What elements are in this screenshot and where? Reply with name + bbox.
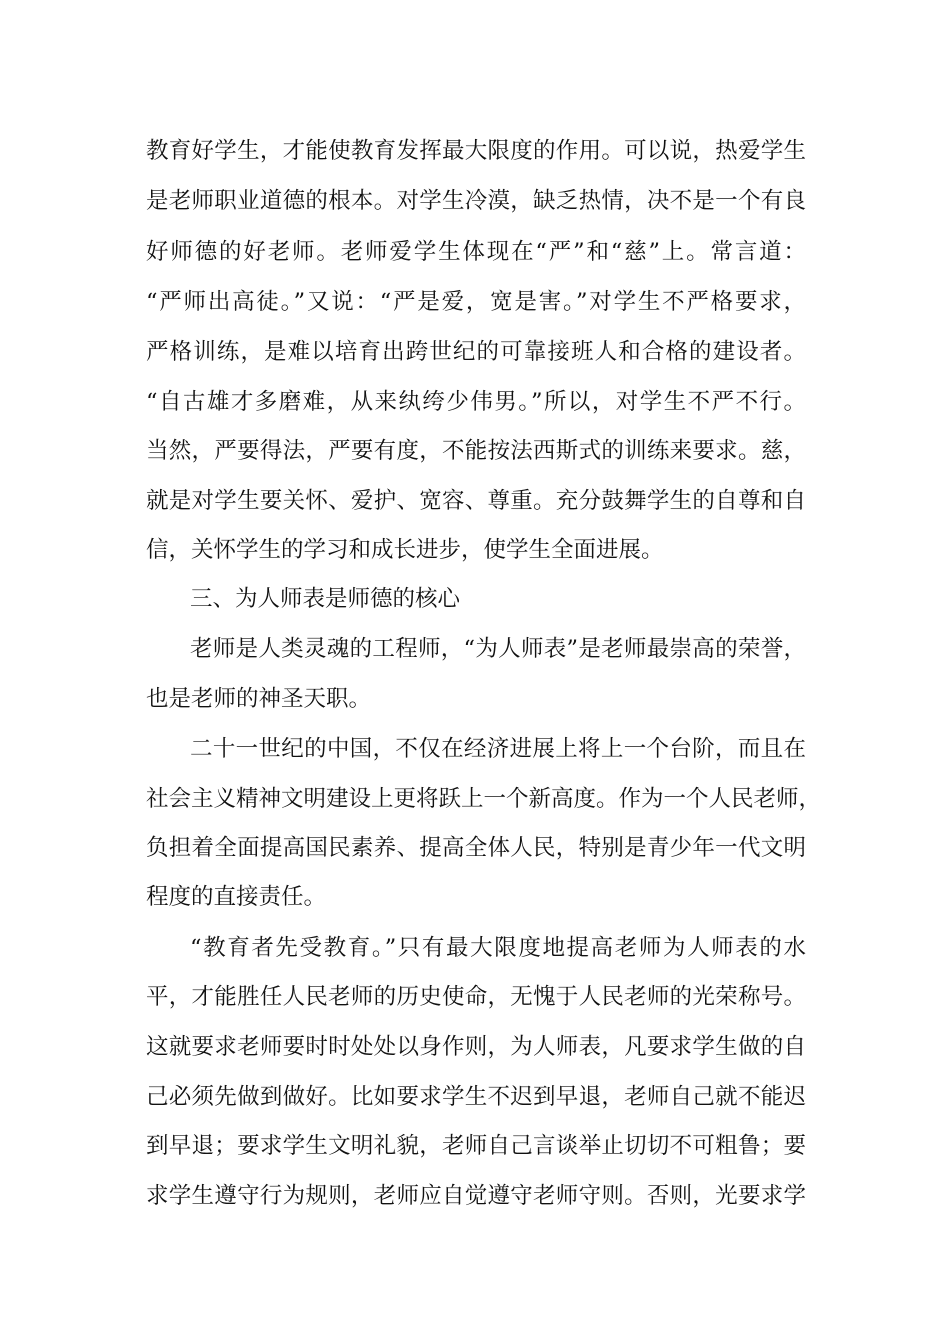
text-line: 社会主义精神文明建设上更将跃上一个新高度。作为一个人民老师， [146,786,822,812]
text-line: “严师出高徒。”又说：“严是爱，宽是害。”对学生不严格要求， [146,289,806,315]
text-line: 己必须先做到做好。比如要求学生不迟到早退，老师自己就不能迟 [146,1084,806,1110]
text-line: 求学生遵守行为规则，老师应自觉遵守老师守则。否则，光要求学 [146,1183,806,1209]
text-line: 当然，严要得法，严要有度，不能按法西斯式的训练来要求。慈， [146,438,806,464]
text-line: 好师德的好老师。老师爱学生体现在“严”和“慈”上。常言道： [146,239,806,265]
text-line: “教育者先受教育。”只有最大限度地提高老师为人师表的水 [190,935,806,961]
text-line: 负担着全面提高国民素养、提高全体人民，特别是青少年一代文明 [146,835,806,861]
text-line: 也是老师的神圣天职。 [146,686,372,712]
text-line: 二十一世纪的中国，不仅在经济进展上将上一个台阶，而且在 [190,736,806,762]
text-line: 就是对学生要关怀、爱护、宽容、尊重。充分鼓舞学生的自尊和自 [146,488,806,514]
text-line: 是老师职业道德的根本。对学生冷漠，缺乏热情，决不是一个有良 [146,188,806,214]
text-line: 这就要求老师要时时处处以身作则，为人师表，凡要求学生做的自 [146,1034,806,1060]
text-line: 程度的直接责任。 [146,884,327,910]
text-line: 信，关怀学生的学习和成长进步，使学生全面进展。 [146,537,664,563]
text-line: 老师是人类灵魂的工程师，“为人师表”是老师最崇高的荣誉， [190,636,806,662]
text-line: 严格训练，是难以培育出跨世纪的可靠接班人和合格的建设者。 [146,339,806,365]
section-heading: 三、为人师表是师德的核心 [190,586,461,612]
text-line: “自古雄才多磨难，从来纨绔少伟男。”所以，对学生不严不行。 [146,389,806,415]
text-line: 教育好学生，才能使教育发挥最大限度的作用。可以说，热爱学生 [146,138,806,164]
text-line: 到早退；要求学生文明礼貌，老师自己言谈举止切切不可粗鲁；要 [146,1133,806,1159]
text-line: 平，才能胜任人民老师的历史使命，无愧于人民老师的光荣称号。 [146,984,806,1010]
